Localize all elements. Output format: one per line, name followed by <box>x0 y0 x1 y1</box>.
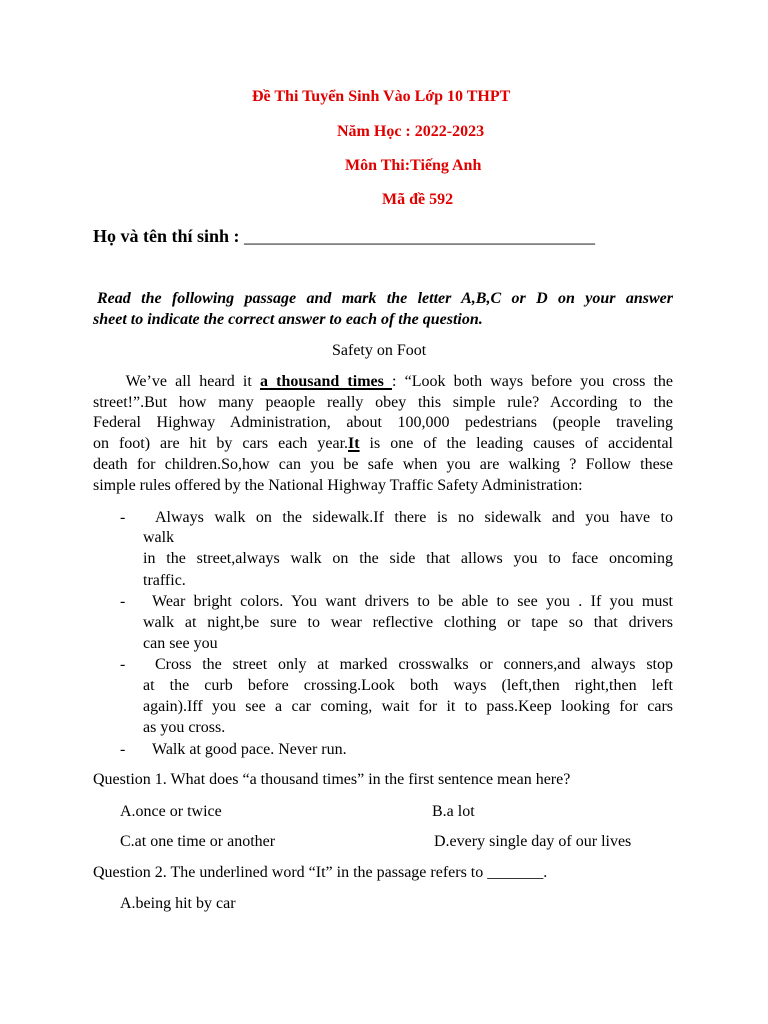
question-1-option-b: B.a lot <box>432 803 475 820</box>
rule-4-line-1: Walk at good pace. Never run. <box>152 741 347 758</box>
passage-line-3: Federal Highway Administration, about 100,000 pedestrians (people traveling <box>93 414 673 431</box>
question-1-option-c: C.at one time or another <box>120 833 276 850</box>
question-1-option-d: D.every single day of our lives <box>434 833 632 850</box>
candidate-name-label: Họ và tên thí sinh : <box>93 226 240 246</box>
instruction-line-2: sheet to indicate the correct answer to each of the question. <box>93 311 483 328</box>
passage-line-1-end: : “Look both ways before you cross the <box>392 373 674 390</box>
subject: Môn Thi:Tiếng Anh <box>345 157 482 174</box>
rule-2-bullet: - <box>120 593 126 610</box>
rule-1-line-1: Always walk on the sidewalk.If there is no sidewalk and you have to <box>155 509 673 526</box>
passage-title: Safety on Foot <box>332 342 427 359</box>
rule-3-bullet: - <box>120 656 126 673</box>
school-year: Năm Học : 2022-2023 <box>337 123 485 140</box>
rule-2-line-2: walk at night,be sure to wear reflective clothing or tape so that drivers <box>143 614 673 631</box>
candidate-name-blank: _______________________________________ <box>244 226 596 246</box>
question-2: Question 2. The underlined word “It” in the passage refers to _______. <box>93 864 548 881</box>
passage-line-1 <box>93 373 673 391</box>
exam-code: Mã đề 592 <box>382 191 454 208</box>
rule-3-line-2: at the curb before crossing.Look both ways (left,then right,then left <box>143 677 673 694</box>
passage-line-4-start: on foot) are hit by cars each year. <box>93 435 349 452</box>
passage-line-1-start: We’ve all heard it <box>125 373 260 390</box>
question-1: Question 1. What does “a thousand times” in the first sentence mean here? <box>93 771 571 788</box>
exam-title: Đề Thi Tuyển Sinh Vào Lớp 10 THPT <box>252 88 511 105</box>
rule-1-bullet: - <box>120 509 126 526</box>
question-2-option-a: A.being hit by car <box>120 895 236 912</box>
passage-line-5: death for children.So,how can you be safe when you are walking ? Follow these <box>93 456 673 473</box>
rule-1-line-1-wrap: walk <box>143 529 175 546</box>
passage-line-2: street!”.But how many peaople really obey this simple rule? According to the <box>93 394 673 411</box>
underlined-word-it: It <box>348 435 360 452</box>
rule-3-line-3: again).Iff you see a car coming, wait for it to pass.Keep looking for cars <box>143 698 673 715</box>
rule-1-line-2: in the street,always walk on the side that allows you to face oncoming <box>143 550 673 567</box>
rule-2-line-1: Wear bright colors. You want drivers to be able to see you . If you must <box>152 593 673 610</box>
candidate-name-field <box>93 226 595 247</box>
question-1-option-a: A.once or twice <box>120 803 222 820</box>
passage-line-4-end: is one of the leading causes of accidental <box>359 435 673 452</box>
rule-1-line-3: traffic. <box>143 572 186 589</box>
rule-4-bullet: - <box>120 741 126 758</box>
underlined-phrase-thousand-times: a thousand times <box>259 373 393 390</box>
instruction-line-1: Read the following passage and mark the letter A,B,C or D on your answer <box>97 290 673 307</box>
passage-line-6: simple rules offered by the National Highway Traffic Safety Administration: <box>93 477 583 494</box>
rule-3-line-1: Cross the street only at marked crosswalks or conners,and always stop <box>155 656 673 673</box>
rule-2-line-3: can see you <box>143 635 218 652</box>
rule-3-line-4: as you cross. <box>143 719 226 736</box>
passage-line-4 <box>93 435 673 453</box>
